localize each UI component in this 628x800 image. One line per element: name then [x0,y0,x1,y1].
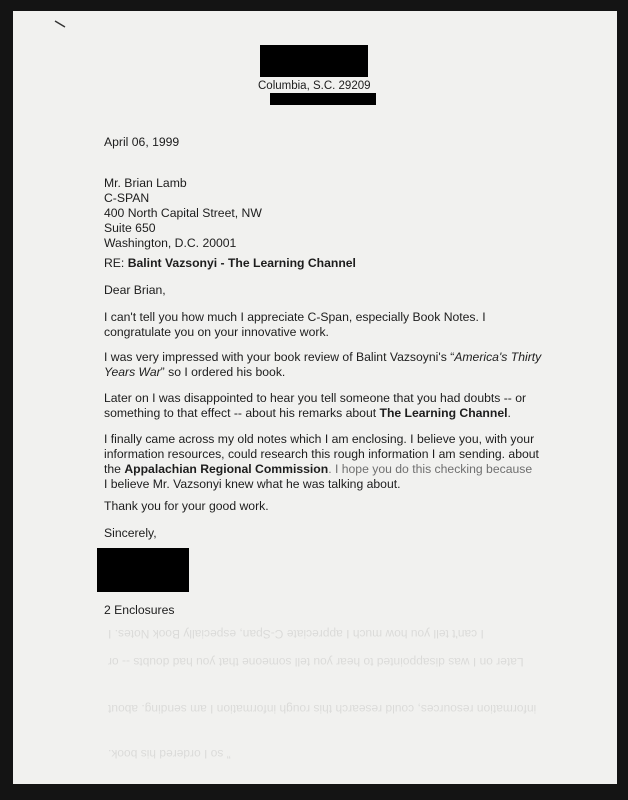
paragraph-2 [104,350,541,380]
closing-thanks: Thank you for your good work. [104,499,269,513]
recipient-line: Mr. Brian Lamb [104,176,187,190]
redacted-sender-phone [270,93,376,105]
paragraph-text: ” so I ordered his book. [160,365,286,379]
paragraph-text: . I hope you do this checking because [328,462,533,476]
show-through-line: Later on I was disappointed to hear you tell someone that you had doubts -- or [108,655,524,669]
channel-name: The Learning Channel [379,406,508,420]
paragraph-text: I was very impressed with your book review of Balint Vazsoyni's “ [104,350,455,364]
subject-text: Balint Vazsonyi - The Learning Channel [127,256,356,270]
paragraph-text: the [104,462,125,476]
paragraph-1 [104,310,486,340]
paragraph-4 [104,432,539,492]
paragraph-text: . [507,406,511,420]
letter-page [13,11,617,784]
show-through-line: I can't tell you how much I appreciate C-Span, especially Book Notes. I [108,627,484,641]
recipient-line: 400 North Capital Street, NW [104,206,262,220]
paragraph-line: I finally came across my old notes which I am enclosing. I believe you, with your [104,432,535,446]
paragraph-line: I believe Mr. Vazsonyi knew what he was talking about. [104,477,401,491]
letter-date: April 06, 1999 [104,135,180,149]
subject-line [104,256,356,271]
recipient-line: Suite 650 [104,221,156,235]
paragraph-line [104,462,539,477]
redacted-sender-name [260,45,368,77]
paragraph-line: information resources, could research this rough information I am sending. about [104,447,539,461]
recipient-line: Washington, D.C. 20001 [104,236,237,250]
sign-off: Sincerely, [104,526,157,540]
paragraph-line [104,350,541,365]
recipient-line: C-SPAN [104,191,150,205]
paragraph-text: something to that effect -- about his remarks about [104,406,380,420]
paragraph-line: Later on I was disappointed to hear you tell someone that you had doubts -- or [104,391,527,405]
letterhead-address: Columbia, S.C. 29209 [258,80,371,92]
paragraph-line [104,365,541,380]
paragraph-line [104,406,526,421]
paragraph-3 [104,391,526,421]
subject-prefix: RE: [104,256,125,270]
redacted-signature [97,548,189,592]
staple-mark [53,19,67,29]
paragraph-line: congratulate you on your innovative work. [104,325,329,339]
show-through-line: information resources, could research this rough information I am sending. about [108,702,537,716]
recipient-address [104,176,262,251]
book-title: America's Thirty [454,350,542,364]
commission-name: Appalachian Regional Commission [124,462,329,476]
paragraph-line: I can't tell you how much I appreciate C-Span, especially Book Notes. I [104,310,486,324]
salutation: Dear Brian, [104,283,166,297]
enclosures-note: 2 Enclosures [104,603,175,617]
book-title: Years War [104,365,161,379]
show-through-line: ” so I ordered his book. [108,747,231,761]
